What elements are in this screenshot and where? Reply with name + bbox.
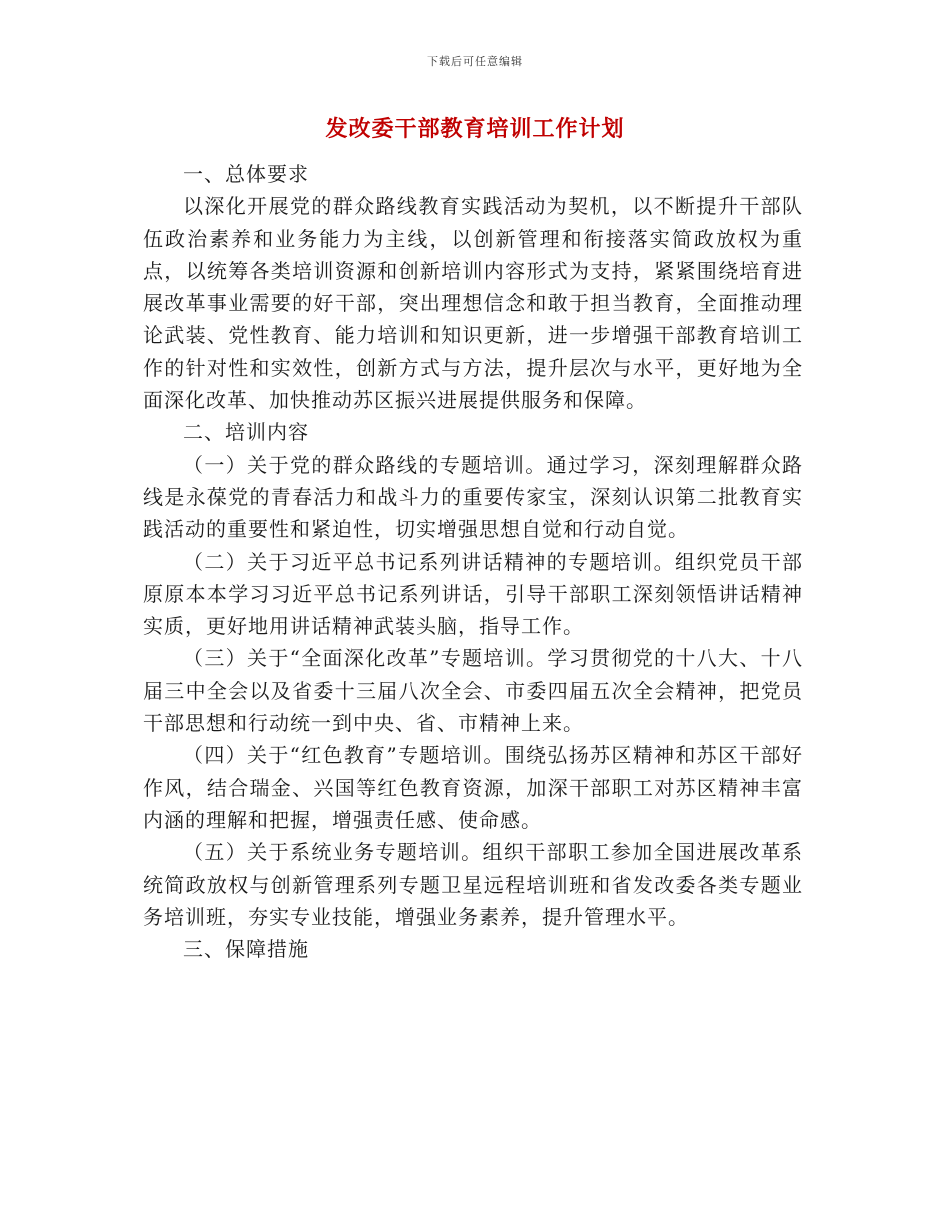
section-heading-general-requirements: 一、总体要求 xyxy=(183,162,309,186)
training-item-2: （二）关于习近平总书记系列讲话精神的专题培训。组织党员干部原原本本学习习近平总书记系列讲话，引导干部职工深刻领悟讲话精神实质，更好地用讲话精神武装头脑，指导工作。 xyxy=(143,549,803,639)
section-heading-safeguards: 三、保障措施 xyxy=(183,937,309,962)
document-title: 发改委干部教育培训工作计划 xyxy=(325,117,625,142)
training-item-3: （三）关于“全面深化改革”专题培训。学习贯彻党的十八大、十八届三中全会以及省委十三届八次全会、市委四届五次全会精神，把党员干部思想和行动统一到中央、省、市精神上来。 xyxy=(143,646,803,736)
header-note: 下载后可任意编辑 xyxy=(427,55,523,68)
training-item-1: （一）关于党的群众路线的专题培训。通过学习，深刻理解群众路线是永葆党的青春活力和战斗力的重要传家宝，深刻认识第二批教育实践活动的重要性和紧迫性，切实增强思想自觉和行动自觉。 xyxy=(143,452,803,542)
section-paragraph: 以深化开展党的群众路线教育实践活动为契机，以不断提升干部队伍政治素养和业务能力为主线，以创新管理和衔接落实简政放权为重点，以统筹各类培训资源和创新培训内容形式为支持，紧紧围绕培育进展改革事业需要的好干部，突出理想信念和敢于担当教育，全面推动理论武装、党性教育、能力培训和知识更新，进一步增强干部教育培训工作的针对性和实效性，创新方式与方法，提升层次与水平，更好地为全面深化改革、加快推动苏区振兴进展提供服务和保障。 xyxy=(143,194,803,413)
training-item-5: （五）关于系统业务专题培训。组织干部职工参加全国进展改革系统简政放权与创新管理系列专题卫星远程培训班和省发改委各类专题业务培训班，夯实专业技能，增强业务素养，提升管理水平。 xyxy=(143,840,803,929)
document-body xyxy=(143,158,803,965)
section-heading-training-content: 二、培训内容 xyxy=(183,420,309,445)
training-item-4: （四）关于“红色教育”专题培训。围绕弘扬苏区精神和苏区干部好作风，结合瑞金、兴国等红色教育资源，加深干部职工对苏区精神丰富内涵的理解和把握，增强责任感、使命感。 xyxy=(143,743,803,832)
